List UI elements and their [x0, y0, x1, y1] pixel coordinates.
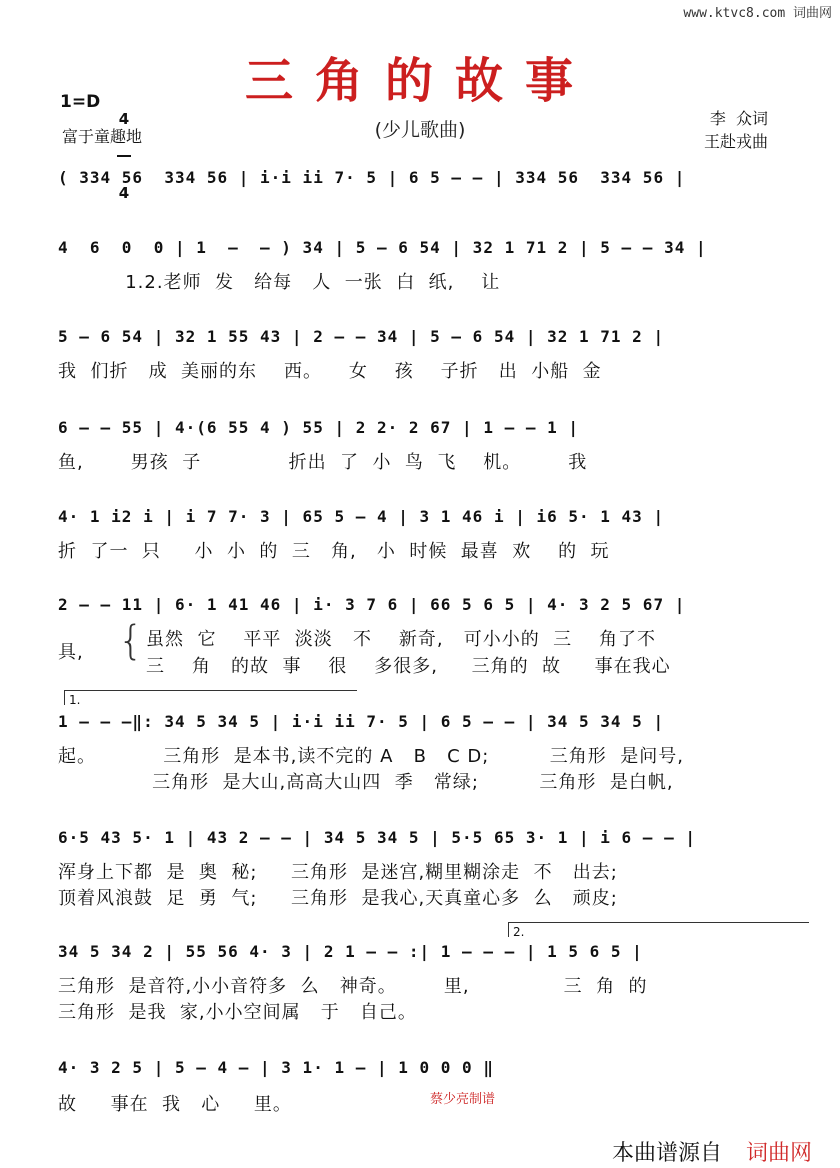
notation-row-6: 2 — — 11 | 6· 1 41 46 | i· 3 7 6 | 66 5 6 5 | 4· 3 2 5 67 | — [58, 595, 686, 614]
time-signature-divider — [117, 155, 131, 157]
footer-brand-link[interactable]: 词曲网 — [746, 1141, 813, 1166]
lyric-row-3-verse-1: 我 们折 成 美丽的东 西。 女 孩 子折 出 小船 金 — [58, 361, 602, 382]
lyric-row-6-lead: 具, — [58, 642, 84, 663]
lyric-row-7-verse-2: 三角形 是大山,高高大山四 季 常绿; 三角形 是白帆, — [58, 772, 674, 793]
notation-row-8: 6·5 43 5· 1 | 43 2 — — | 34 5 34 5 | 5·5 65 3· 1 | i 6 — — | — [58, 828, 696, 847]
song-subtitle: (少儿歌曲) — [374, 119, 466, 141]
lyric-row-6-verse-2: 三 角 的故 事 很 多很多, 三角的 故 事在我心 — [146, 656, 671, 677]
lyric-row-7-verse-1: 起。 三角形 是本书,读不完的 A B C D; 三角形 是问号, — [58, 746, 684, 767]
notation-row-5: 4· 1 i2 i | i 7 7· 3 | 65 5 — 4 | 3 1 46 i | i6 5· 1 43 | — [58, 507, 665, 526]
notation-row-9: 34 5 34 2 | 55 56 4· 3 | 2 1 — — :| 1 — — — | 1 5 6 5 | — [58, 942, 643, 961]
first-ending-bracket: 1. — [64, 690, 357, 705]
song-title: 三角的故事 — [244, 53, 595, 109]
notation-row-3: 5 — 6 54 | 32 1 55 43 | 2 — — 34 | 5 — 6 54 | 32 1 71 2 | — [58, 327, 665, 346]
lyric-row-8-verse-2: 顶着风浪鼓 足 勇 气; 三角形 是我心,天真童心多 么 顽皮; — [58, 888, 618, 909]
lyric-row-9-verse-1: 三角形 是音符,小小音符多 么 神奇。 里, 三 角 的 — [58, 976, 648, 997]
notation-row-2: 4 6 0 0 | 1 — — ) 34 | 5 — 6 54 | 32 1 71 2 | 5 — — 34 | — [58, 238, 707, 257]
lyric-row-5-verse-1: 折 了一 只 小 小 的 三 角, 小 时候 最喜 欢 的 玩 — [58, 541, 610, 562]
key-signature: 1=D — [60, 92, 101, 112]
second-ending-bracket: 2. — [508, 922, 809, 937]
notation-row-10: 4· 3 2 5 | 5 — 4 — | 3 1· 1 — | 1 0 0 0 ‖ — [58, 1058, 494, 1077]
composer-credit: 王赴戎曲 — [703, 132, 768, 151]
time-signature-bottom: 4 — [118, 184, 130, 202]
verse-brace: { — [118, 618, 144, 664]
transcriber-credit: 蔡少亮制谱 — [430, 1092, 496, 1107]
tempo-mood: 富于童趣地 — [62, 127, 143, 146]
time-signature-top: 4 — [118, 110, 130, 128]
lyric-row-2-verse-1: 1.2.老师 发 给每 人 一张 白 纸, 让 — [58, 272, 501, 293]
lyricist-credit: 李 众词 — [709, 109, 768, 128]
notation-row-4: 6 — — 55 | 4·(6 55 4 ) 55 | 2 2· 2 67 | 1 — — 1 | — [58, 418, 580, 437]
lyric-row-6-verse-1: 虽然 它 平平 淡淡 不 新奇, 可小小的 三 角了不 — [146, 629, 657, 650]
notation-row-7: 1 — — —‖: 34 5 34 5 | i·i ii 7· 5 | 6 5 — — | 34 5 34 5 | — [58, 712, 665, 731]
lyric-row-9-verse-2: 三角形 是我 家,小小空间属 于 自己。 — [58, 1002, 417, 1023]
notation-row-1: ( 334 56 334 56 | i·i ii 7· 5 | 6 5 — — | 334 56 334 56 | — [58, 168, 686, 187]
time-signature — [117, 84, 131, 214]
lyric-row-4-verse-1: 鱼, 男孩 子 折出 了 小 鸟 飞 机。 我 — [58, 452, 588, 473]
site-watermark: www.ktvc8.com 词曲网 — [683, 6, 832, 21]
lyric-row-8-verse-1: 浑身上下都 是 奥 秘; 三角形 是迷宫,糊里糊涂走 不 出去; — [58, 862, 618, 883]
lyric-row-10-verse-1: 故 事在 我 心 里。 — [58, 1094, 292, 1115]
footer-source-label: 本曲谱源自 — [612, 1141, 723, 1166]
